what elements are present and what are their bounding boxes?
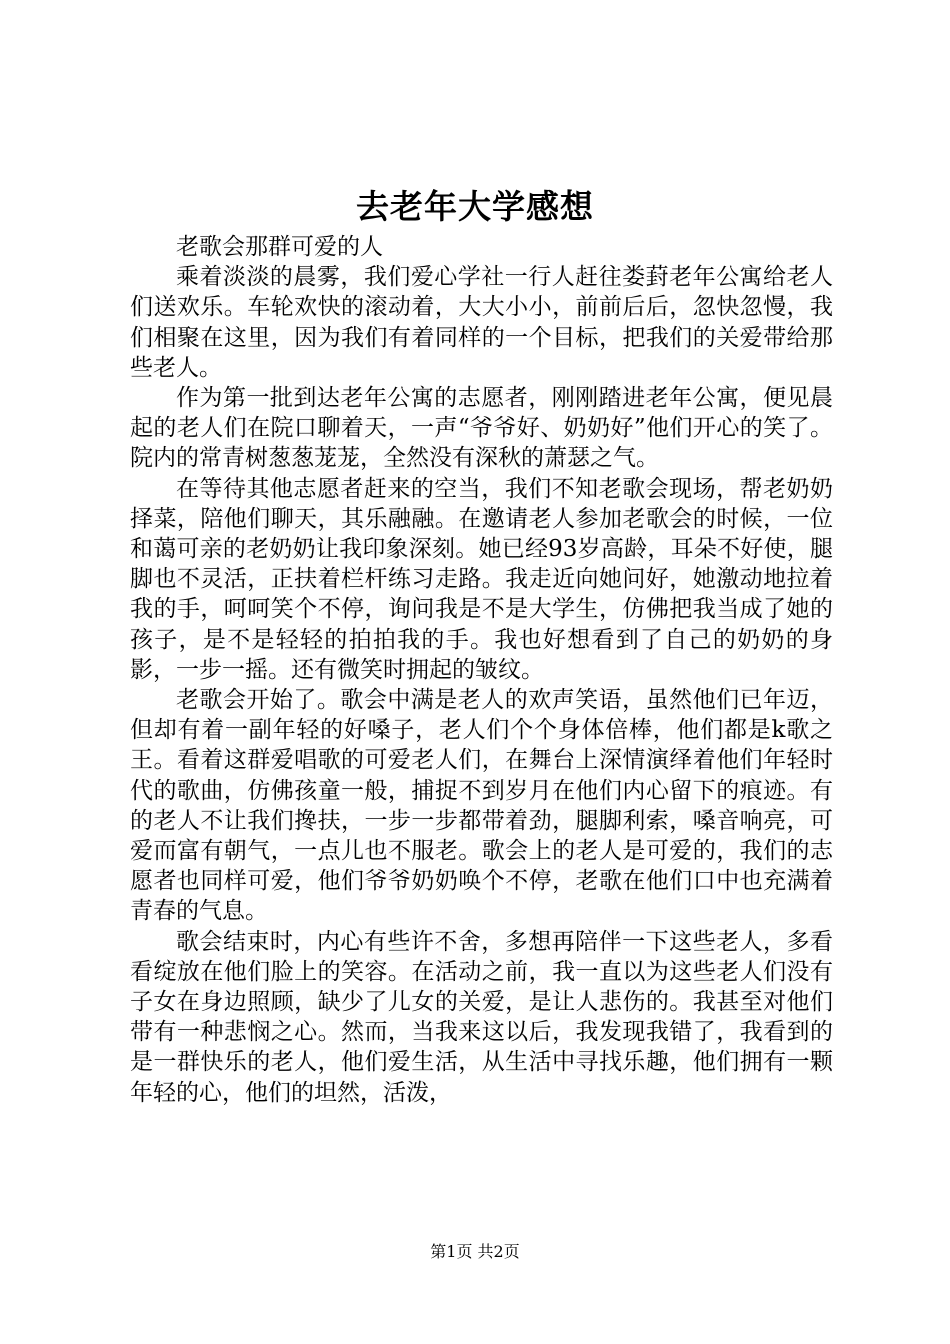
page-number-footer: 第1页 共2页 bbox=[430, 1242, 520, 1261]
subtitle-paragraph: 老歌会那群可爱的人 bbox=[176, 234, 383, 260]
paragraph-3: 在等待其他志愿者赶来的空当，我们不知老歌会现场，帮老奶奶择菜，陪他们聊天，其乐融融。在邀请老人参加老歌会的时候，一位和蔼可亲的老奶奶让我印象深刻。她已经93岁高龄，耳朵不好使，腿脚也不灵活，正扶着栏杆练习走路。我走近向她问好，她激动地拉着我的手，呵呵笑个不停，询问我是不是大学生，仿佛把我当成了她的孩子，是不是轻轻的拍拍我的手。我也好想看到了自己的奶奶的身影，一步一摇。还有微笑时拥起的皱纹。 bbox=[130, 475, 833, 683]
paragraph-5: 歌会结束时，内心有些许不舍，多想再陪伴一下这些老人，多看看绽放在他们脸上的笑容。在活动之前，我一直以为这些老人们没有子女在身边照顾，缺少了儿女的关爱，是让人悲伤的。我甚至对他们带有一种悲悯之心。然而，当我来这以后，我发现我错了，我看到的是一群快乐的老人，他们爱生活，从生活中寻找乐趣，他们拥有一颗年轻的心，他们的坦然，活泼， bbox=[130, 928, 833, 1106]
paragraph-4: 老歌会开始了。歌会中满是老人的欢声笑语，虽然他们已年迈，但却有着一副年轻的好嗓子，老人们个个身体倍棒，他们都是k歌之王。看着这群爱唱歌的可爱老人们，在舞台上深情演绎着他们年轻时代的歌曲，仿佛孩童一般，捕捉不到岁月在他们内心留下的痕迹。有的老人不让我们搀扶，一步一步都带着劲，腿脚利索，嗓音响亮，可爱而富有朝气，一点儿也不服老。歌会上的老人是可爱的，我们的志愿者也同样可爱，他们爷爷奶奶唤个不停，老歌在他们口中也充满着青春的气息。 bbox=[130, 687, 833, 925]
paragraph-1: 乘着淡淡的晨雾，我们爱心学社一行人赶往娄葑老年公寓给老人们送欢乐。车轮欢快的滚动着，大大小小，前前后后，忽快忽慢，我们相聚在这里，因为我们有着同样的一个目标，把我们的关爱带给那些老人。 bbox=[130, 264, 833, 381]
document-title: 去老年大学感想 bbox=[356, 187, 594, 226]
paragraph-2: 作为第一批到达老年公寓的志愿者，刚刚踏进老年公寓，便见晨起的老人们在院口聊着天，一声“爷爷好、奶奶好”他们开心的笑了。院内的常青树葱葱茏茏，全然没有深秋的萧瑟之气。 bbox=[130, 385, 833, 472]
document-body bbox=[130, 232, 833, 1108]
